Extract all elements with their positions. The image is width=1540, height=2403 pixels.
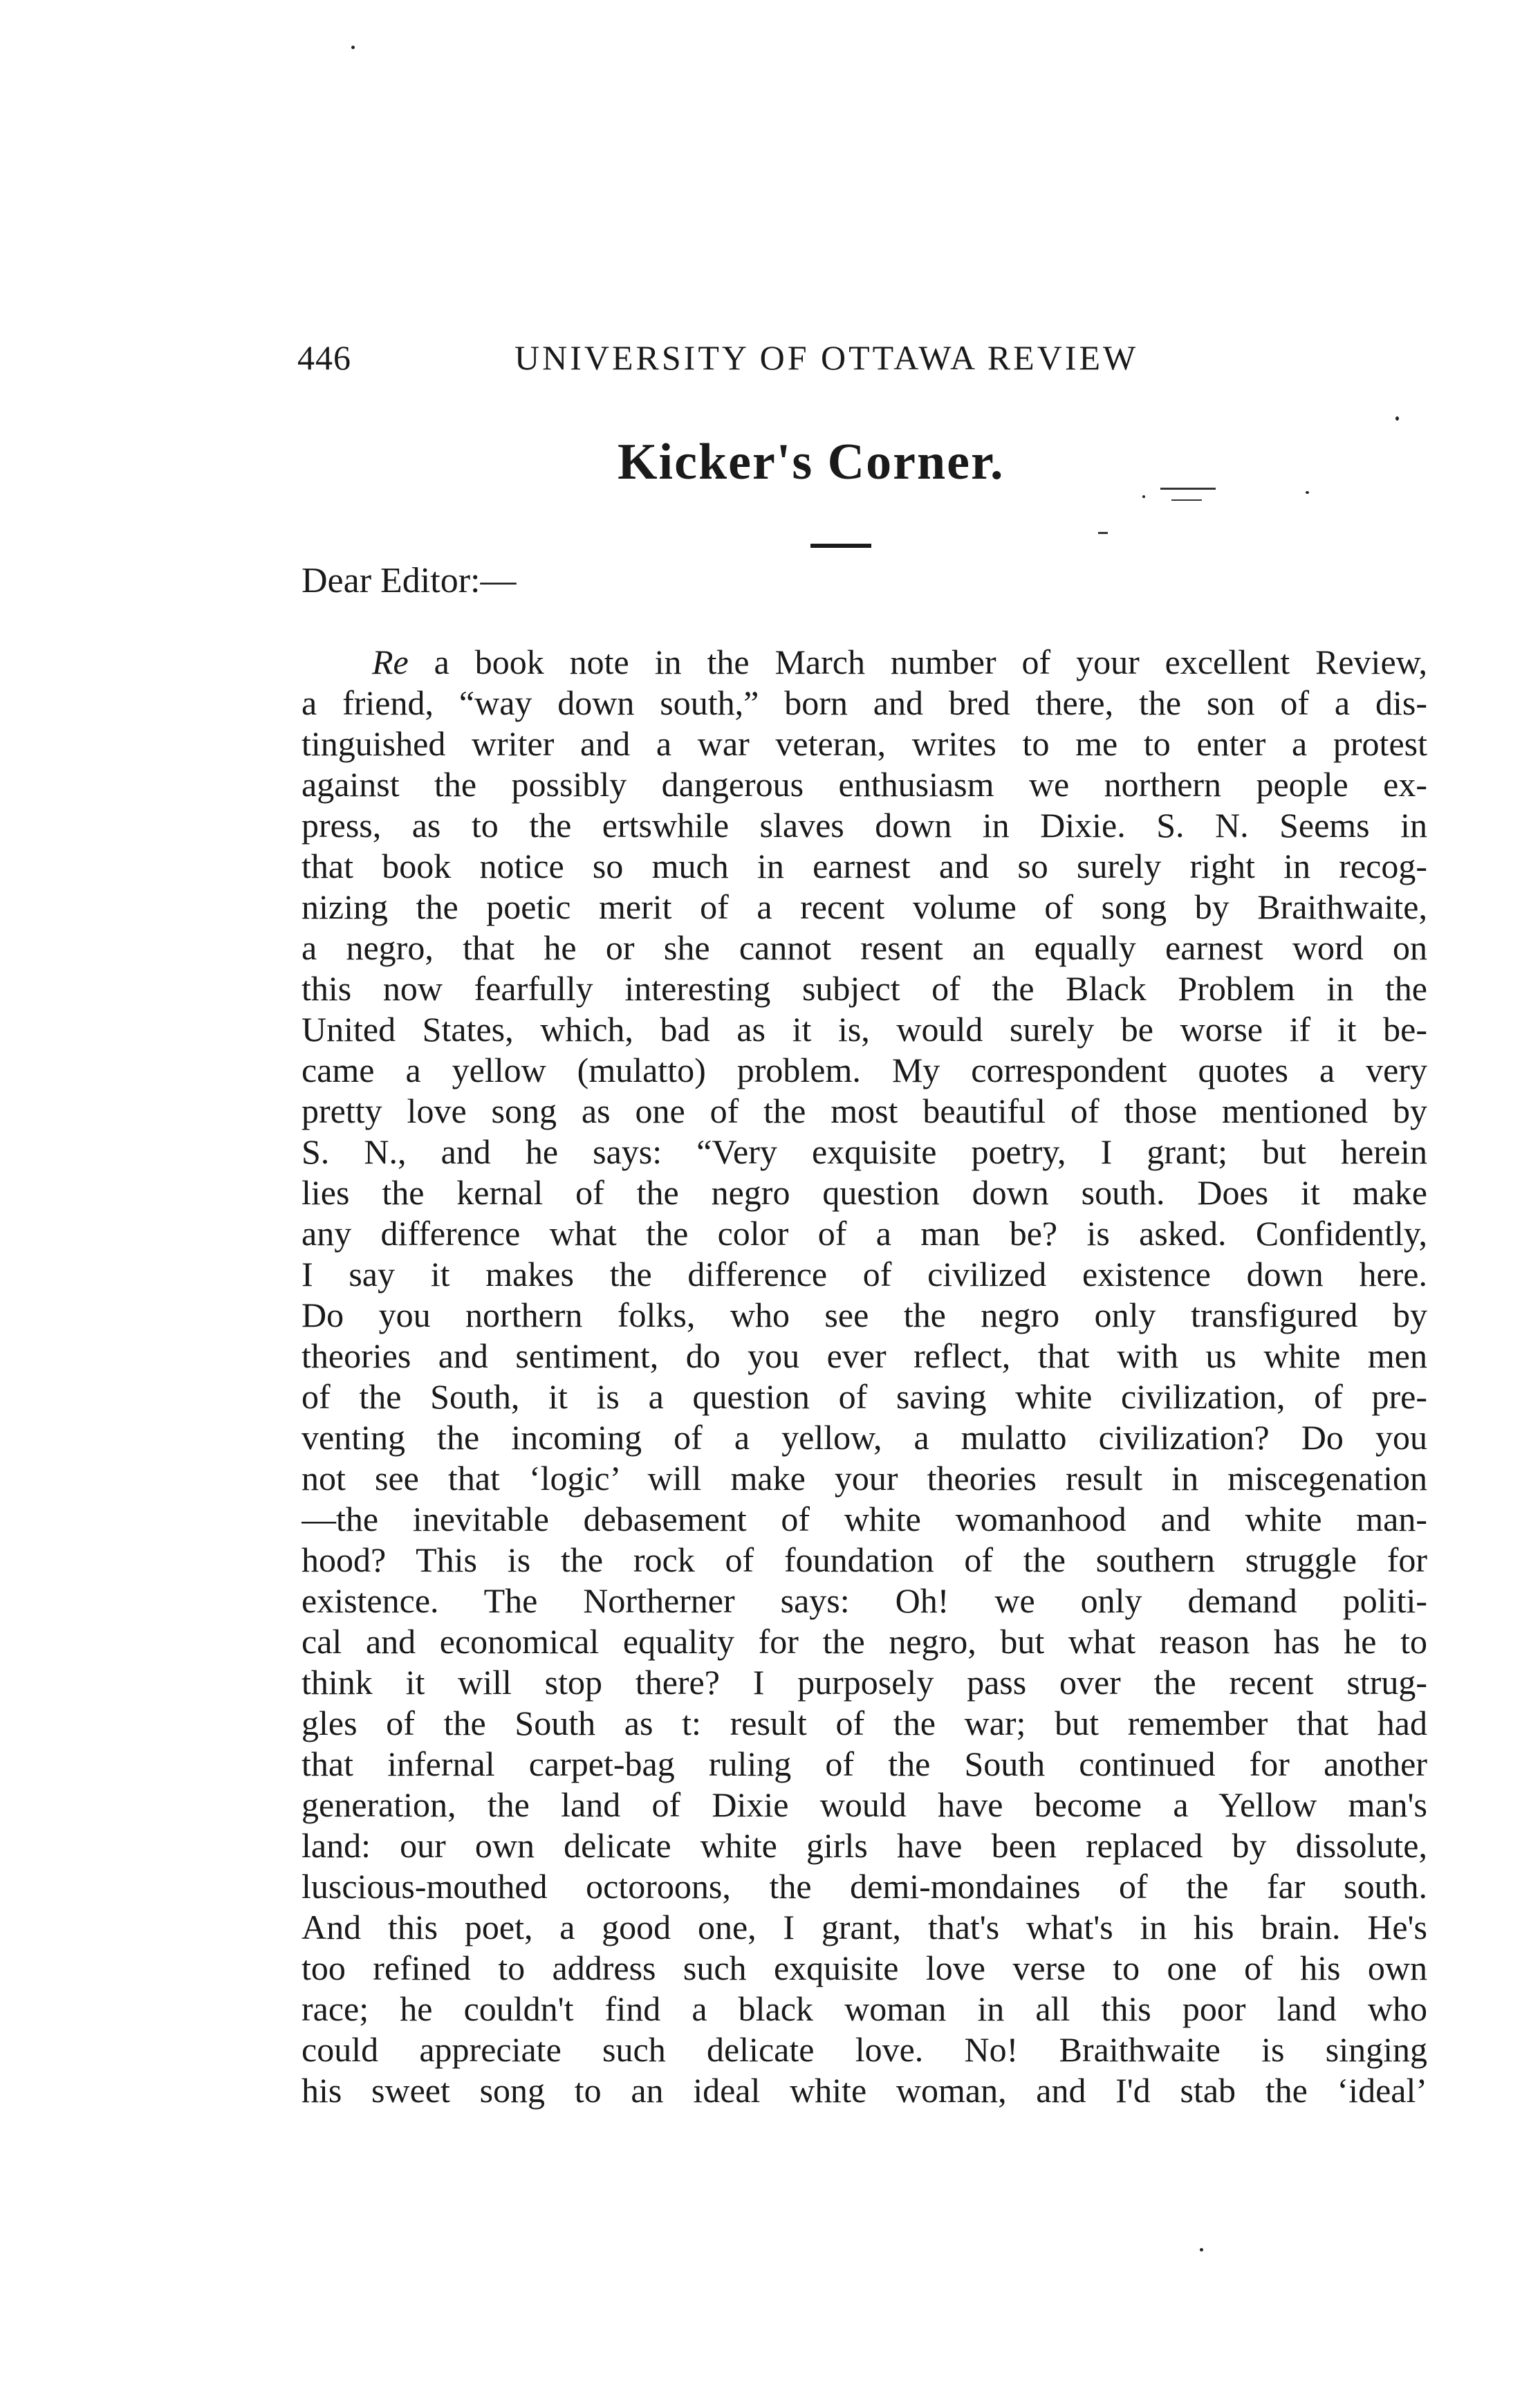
text-line: that book notice so much in earnest and so surely right in recog-	[301, 847, 1427, 885]
text-line: his sweet song to an ideal white woman, and I'd stab the ‘ideal’	[301, 2071, 1427, 2110]
text-line: of the South, it is a question of saving white civilization, of pre-	[301, 1377, 1427, 1416]
text-line: tinguished writer and a war veteran, writes to me to enter a protest	[301, 724, 1427, 763]
text-line: I say it makes the difference of civilized existence down here.	[301, 1255, 1427, 1293]
scan-speck	[1306, 491, 1309, 494]
section-title: Kicker's Corner.	[618, 434, 1005, 490]
text-line: this now fearfully interesting subject of the Black Problem in the	[301, 969, 1427, 1008]
scan-speck	[1395, 416, 1399, 421]
text-line: cal and economical equality for the negro, but what reason has he to	[301, 1622, 1427, 1661]
text-line: could appreciate such delicate love. No! Braithwaite is singing	[301, 2030, 1427, 2069]
text-line: that infernal carpet-bag ruling of the South continued for another	[301, 1744, 1427, 1783]
text-line: press, as to the ertswhile slaves down in Dixie. S. N. Seems in	[301, 806, 1427, 845]
scan-speck	[351, 46, 355, 49]
title-rule	[810, 544, 871, 548]
page-number: 446	[297, 338, 351, 377]
text-line: land: our own delicate white girls have been replaced by dissolute,	[301, 1826, 1427, 1865]
text-line: venting the incoming of a yellow, a mulatto civilization? Do you	[301, 1418, 1427, 1457]
letter-body	[301, 642, 1427, 2111]
text-line: against the possibly dangerous enthusiasm we northern people ex-	[301, 765, 1427, 804]
text-line: And this poet, a good one, I grant, that's what's in his brain. He's	[301, 1908, 1427, 1946]
text-line: existence. The Northerner says: Oh! we only demand politi-	[301, 1581, 1427, 1620]
text-line: a negro, that he or she cannot resent an equally earnest word on	[301, 928, 1427, 967]
text-line: luscious-mouthed octoroons, the demi-mondaines of the far south.	[301, 1867, 1427, 1906]
paragraph-lead: Re	[372, 643, 409, 681]
scan-mark	[1171, 499, 1202, 501]
scan-speck	[1142, 495, 1145, 498]
text-line: theories and sentiment, do you ever reflect, that with us white men	[301, 1336, 1427, 1375]
text-line: Do you northern folks, who see the negro only transfigured by	[301, 1296, 1427, 1334]
scan-speck	[1200, 2248, 1203, 2252]
scan-mark	[1098, 532, 1108, 534]
running-head: UNIVERSITY OF OTTAWA REVIEW	[514, 338, 1139, 377]
text-line: any difference what the color of a man be? is asked. Confidently,	[301, 1214, 1427, 1253]
text-line: think it will stop there? I purposely pass over the recent strug-	[301, 1663, 1427, 1702]
salutation: Dear Editor:—	[301, 561, 517, 600]
text-line: pretty love song as one of the most beautiful of those mentioned by	[301, 1092, 1427, 1130]
text-line: came a yellow (mulatto) problem. My correspondent quotes a very	[301, 1051, 1427, 1089]
page-header	[297, 338, 1431, 386]
text-line: not see that ‘logic’ will make your theories result in miscegenation	[301, 1459, 1427, 1498]
text-line: S. N., and he says: “Very exquisite poetry, I grant; but herein	[301, 1132, 1427, 1171]
text-line: gles of the South as t: result of the war; but remember that had	[301, 1704, 1427, 1742]
text-line: —the inevitable debasement of white womanhood and white man-	[301, 1500, 1427, 1538]
text-line: race; he couldn't find a black woman in all this poor land who	[301, 1989, 1427, 2028]
text-line: a friend, “way down south,” born and bred there, the son of a dis-	[301, 683, 1427, 722]
text-line: generation, the land of Dixie would have become a Yellow man's	[301, 1785, 1427, 1824]
text-line	[301, 642, 1427, 683]
text-line: lies the kernal of the negro question down south. Does it make	[301, 1173, 1427, 1212]
text-line: United States, which, bad as it is, would surely be worse if it be-	[301, 1010, 1427, 1049]
scan-mark	[1160, 488, 1216, 490]
text-line-content: a book note in the March number of your excellent Review,	[408, 643, 1427, 681]
text-line: too refined to address such exquisite love verse to one of his own	[301, 1949, 1427, 1987]
text-line: hood? This is the rock of foundation of the southern struggle for	[301, 1540, 1427, 1579]
text-line: nizing the poetic merit of a recent volume of song by Braithwaite,	[301, 887, 1427, 926]
